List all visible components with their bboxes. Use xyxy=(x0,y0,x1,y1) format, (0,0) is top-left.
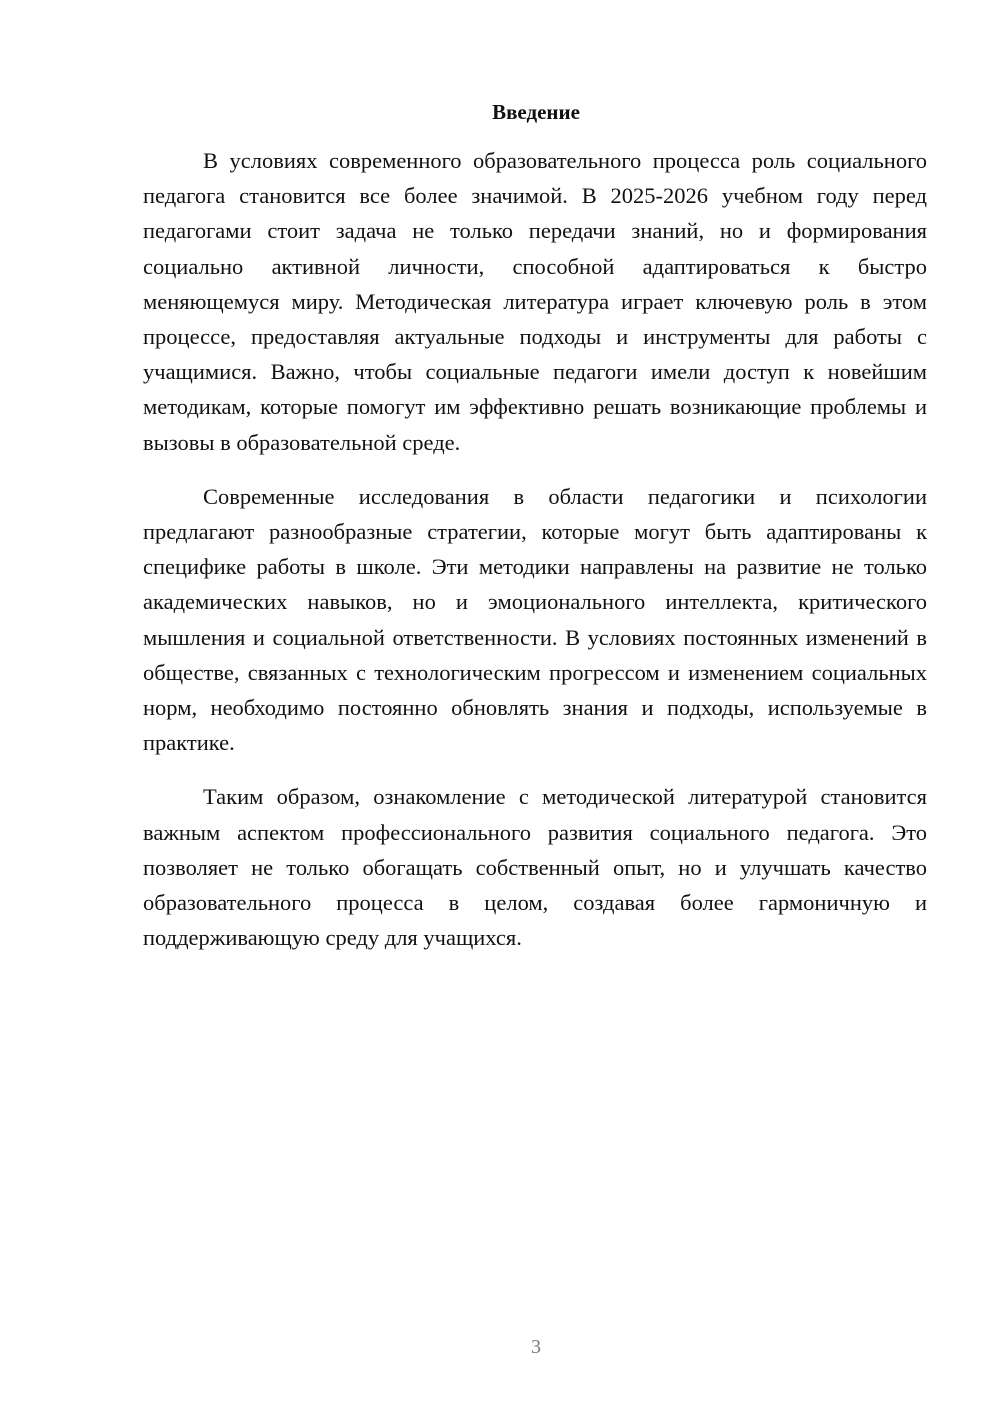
paragraph-2: Современные исследования в области педагогики и психологии предлагают разнообразные стратегии, которые могут быть адаптированы к специфике работы в школе. Эти методики направлены на развитие не только академических навыков, но и эмоционального интеллекта, критического мышления и социальной ответственности. В условиях постоянных изменений в обществе, связанных с технологическим прогрессом и изменением социальных норм, необходимо постоянно обновлять знания и подходы, используемые в практике. xyxy=(143,483,927,756)
paragraph-3: Таким образом, ознакомление с методической литературой становится важным аспектом профессионального развития социального педагога. Это позволяет не только обогащать собственный опыт, но и улучшать качество образовательного процесса в целом, создавая более гармоничную и поддерживающую среду для учащихся. xyxy=(143,784,927,951)
paragraph-1: В условиях современного образовательного процесса роль социального педагога становится все более значимой. В 2025-2026 учебном году перед педагогами стоит задача не только передачи знаний, но и формирования социально активной личности, способной адаптироваться к быстро меняющемуся миру. Методическая литература играет ключевую роль в этом процессе, предоставляя актуальные подходы и инструменты для работы с учащимися. Важно, чтобы социальные педагоги имели доступ к новейшим методикам, которые помогут им эффективно решать возникающие проблемы и вызовы в образовательной среде. xyxy=(143,148,927,455)
body-text xyxy=(143,143,927,955)
section-heading: Введение xyxy=(492,100,580,124)
page-number: 3 xyxy=(531,1336,541,1358)
